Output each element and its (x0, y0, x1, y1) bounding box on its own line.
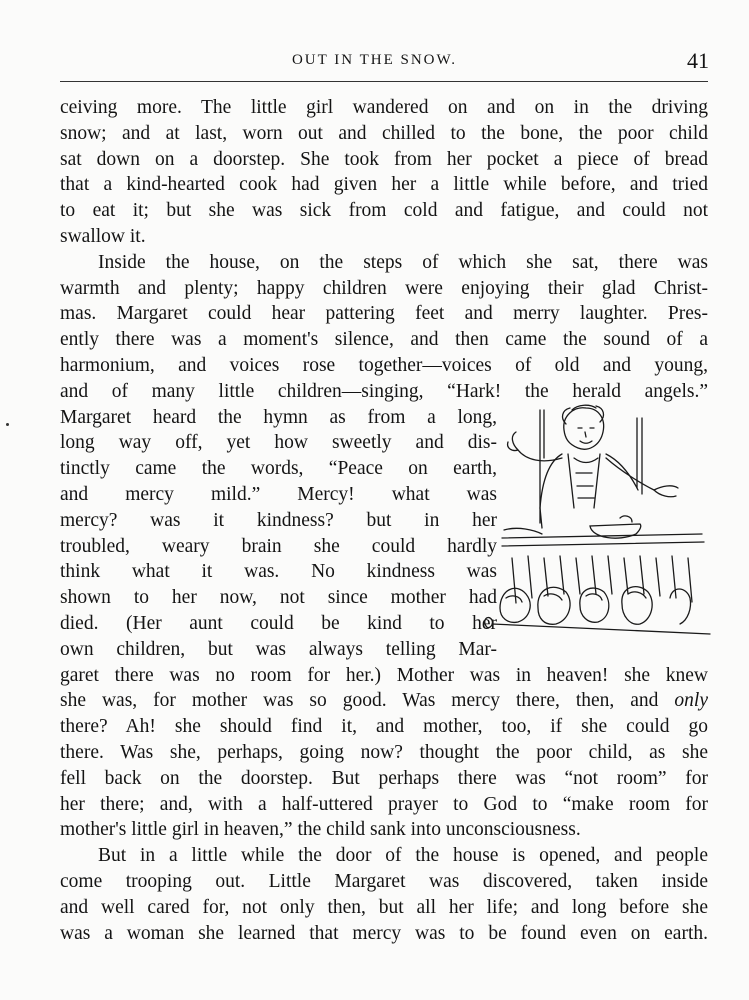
text-line: her there; and, with a half-uttered prayer to God to “make room for (60, 793, 708, 815)
text-line: that a kind-hearted cook had given her a little while before, and tried (60, 174, 708, 196)
text-line: Margaret heard the hymn as from a long, (60, 406, 497, 428)
text-line: warmth and plenty; happy children were enjoying their glad Christ- (60, 277, 708, 299)
margin-speck (6, 423, 9, 426)
text-line: and well cared for, not only then, but all her life; and long before she (60, 896, 708, 918)
text-line: and of many little children—singing, “Hark! the herald angels.” (60, 380, 708, 402)
text-line: there. Was she, perhaps, going now? thought the poor child, as she (60, 741, 708, 763)
text-line: long way off, yet how sweetly and dis- (60, 432, 497, 454)
text-line: she was, for mother was so good. Was mercy there, then, and only (60, 690, 708, 712)
text-line: troubled, weary brain she could hardly (60, 535, 497, 557)
text-line: shown to her now, not since mother had (60, 587, 497, 609)
text-line: sat down on a doorstep. She took from her pocket a piece of bread (60, 148, 708, 170)
running-head-title: OUT IN THE SNOW. (291, 52, 458, 68)
text-line: mother's little girl in heaven,” the child sank into unconsciousness. (60, 819, 581, 841)
running-head (0, 48, 749, 76)
text-line: to eat it; but she was sick from cold and fatigue, and could not (60, 200, 708, 222)
text-line: But in a little while the door of the house is opened, and people (98, 845, 708, 867)
header-rule (60, 81, 708, 82)
text-line: died. (Her aunt could be kind to her (60, 612, 497, 634)
text-line: fell back on the doorstep. But perhaps there was “not room” for (60, 767, 708, 789)
text-line: mercy? was it kindness? but in her (60, 509, 497, 531)
text-line: there? Ah! she should find it, and mother, too, if she could go (60, 716, 708, 738)
text-line: think what it was. No kindness was (60, 561, 497, 583)
text-line: Inside the house, on the steps of which she sat, there was (98, 251, 708, 273)
text-line: snow; and at last, worn out and chilled to the bone, the poor child (60, 122, 708, 144)
text-line: ently there was a moment's silence, and then came the sound of a (60, 329, 708, 351)
text-line: garet there was no room for her.) Mother was in heaven! she knew (60, 664, 708, 686)
page-number: 41 (687, 48, 709, 73)
emphasized-word: only (674, 690, 708, 712)
text-line: swallow it. (60, 225, 146, 247)
text-line: tinctly came the words, “Peace on earth, (60, 458, 497, 480)
text-line: mas. Margaret could hear pattering feet and merry laughter. Pres- (60, 303, 708, 325)
text-line: was a woman she learned that mercy was to be found even on earth. (60, 922, 708, 944)
text-line: own children, but was always telling Mar- (60, 638, 497, 660)
text-line: harmonium, and voices rose together—voices of old and young, (60, 354, 708, 376)
text-line: and mercy mild.” Mercy! what was (60, 483, 497, 505)
text-line: come trooping out. Little Margaret was discovered, taken inside (60, 870, 708, 892)
preacher-illustration (482, 398, 712, 643)
text-line: ceiving more. The little girl wandered on and on in the driving (60, 97, 708, 118)
